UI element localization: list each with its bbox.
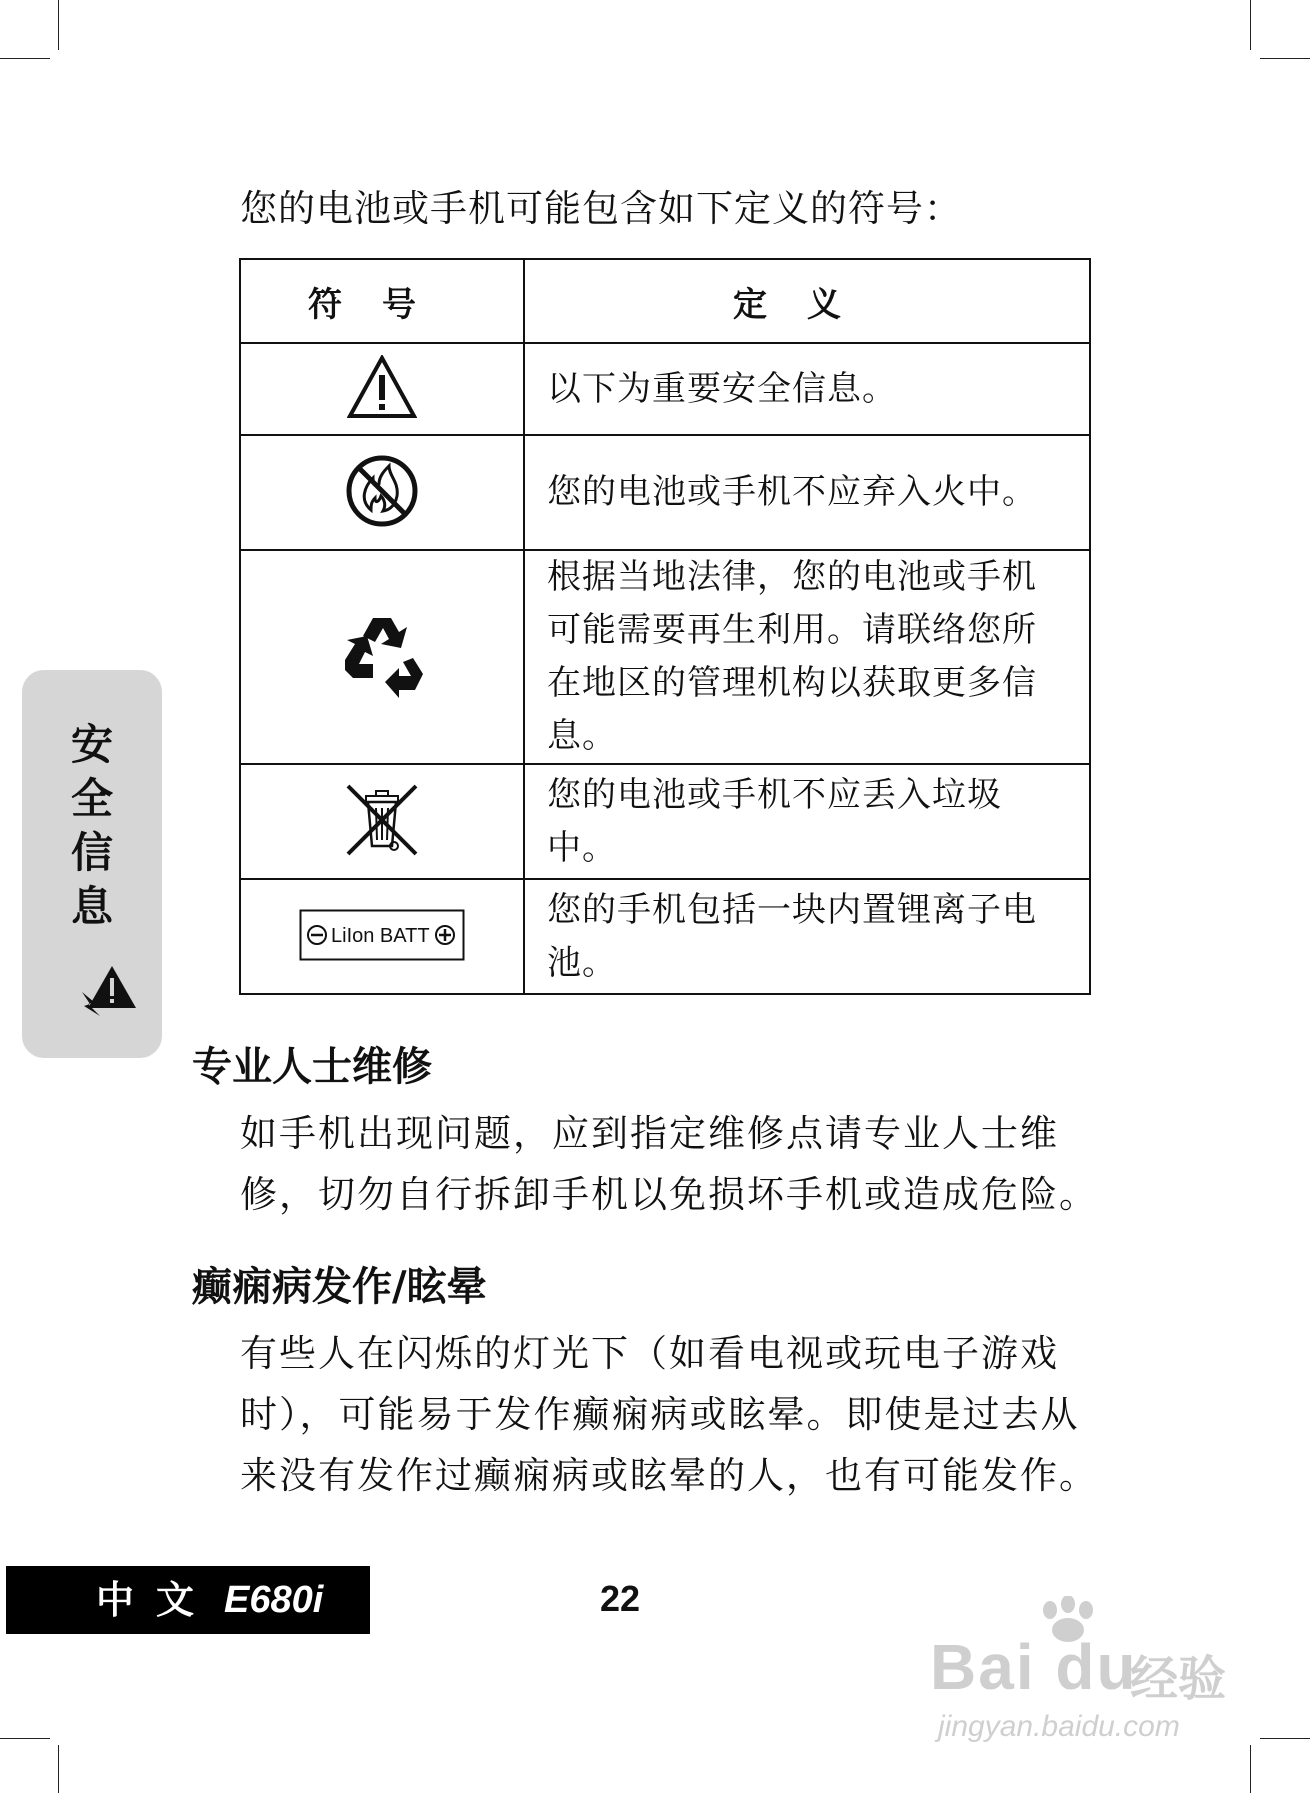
footer-language-bar bbox=[6, 1566, 370, 1634]
definition-cell: 以下为重要安全信息。 bbox=[524, 343, 1090, 435]
crop-mark bbox=[0, 58, 50, 59]
symbol-cell bbox=[240, 764, 524, 879]
recycle-icon bbox=[337, 612, 427, 698]
table-row bbox=[240, 879, 1090, 994]
safety-warning-icon bbox=[78, 962, 140, 1018]
watermark-brand: Bai du bbox=[930, 1631, 1138, 1703]
symbol-cell bbox=[240, 550, 524, 764]
symbol-cell bbox=[240, 435, 524, 550]
intro-text: 您的电池或手机可能包含如下定义的符号： bbox=[240, 187, 962, 230]
crop-mark bbox=[58, 0, 59, 50]
table-row bbox=[240, 764, 1090, 879]
symbol-cell bbox=[240, 879, 524, 994]
footer-model: E680i bbox=[224, 1579, 324, 1621]
no-fire-icon bbox=[345, 454, 419, 528]
side-tab-char: 全 bbox=[70, 774, 113, 823]
crop-mark bbox=[58, 1745, 59, 1793]
battery-label: LiIon BATT bbox=[331, 924, 430, 947]
section-body: 如手机出现问题，应到指定维修点请专业人士维修，切勿自行拆卸手机以免损坏手机或造成危险。 bbox=[240, 1112, 1098, 1216]
definition-cell: 您的手机包括一块内置锂离子电池。 bbox=[524, 879, 1090, 994]
footer-language: 中文 bbox=[96, 1578, 217, 1622]
liion-battery-icon bbox=[299, 909, 465, 961]
watermark-cn: 经验 bbox=[1130, 1651, 1227, 1707]
symbol-table bbox=[239, 258, 1091, 995]
watermark bbox=[920, 1600, 1250, 1750]
header-definition: 定义 bbox=[524, 259, 1090, 343]
table-row bbox=[240, 435, 1090, 550]
definition-cell: 您的电池或手机不应丢入垃圾中。 bbox=[524, 764, 1090, 879]
crop-mark bbox=[1260, 58, 1310, 59]
side-tab-char: 安 bbox=[70, 720, 113, 769]
section-body: 有些人在闪烁的灯光下（如看电视或玩电子游戏时），可能易于发作癫痫病或眩晕。即使是过去从来没有发作过癫痫病或眩晕的人，也有可能发作。 bbox=[240, 1332, 1098, 1497]
section-heading: 专业人士维修 bbox=[192, 1043, 432, 1090]
side-tab-char: 信 bbox=[70, 828, 113, 877]
crop-mark bbox=[1260, 1738, 1310, 1739]
definition-cell: 根据当地法律，您的电池或手机可能需要再生利用。请联络您所在地区的管理机构以获取更多信息。 bbox=[524, 550, 1090, 764]
watermark-url: jingyan.baidu.com bbox=[938, 1710, 1180, 1743]
table-row bbox=[240, 550, 1090, 764]
crop-mark bbox=[0, 1738, 50, 1739]
crossed-bin-icon bbox=[344, 782, 420, 858]
header-symbol: 符号 bbox=[240, 259, 524, 343]
table-header-row bbox=[240, 259, 1090, 343]
crop-mark bbox=[1250, 1745, 1251, 1793]
page-number: 22 bbox=[600, 1578, 641, 1619]
side-tab-char: 息 bbox=[70, 882, 113, 931]
warning-triangle-icon bbox=[347, 355, 417, 419]
definition-cell: 您的电池或手机不应弃入火中。 bbox=[524, 435, 1090, 550]
symbol-cell bbox=[240, 343, 524, 435]
crop-mark bbox=[1250, 0, 1251, 50]
side-tab-label bbox=[22, 718, 162, 934]
table-row bbox=[240, 343, 1090, 435]
section-heading: 癫痫病发作/眩晕 bbox=[192, 1263, 487, 1310]
